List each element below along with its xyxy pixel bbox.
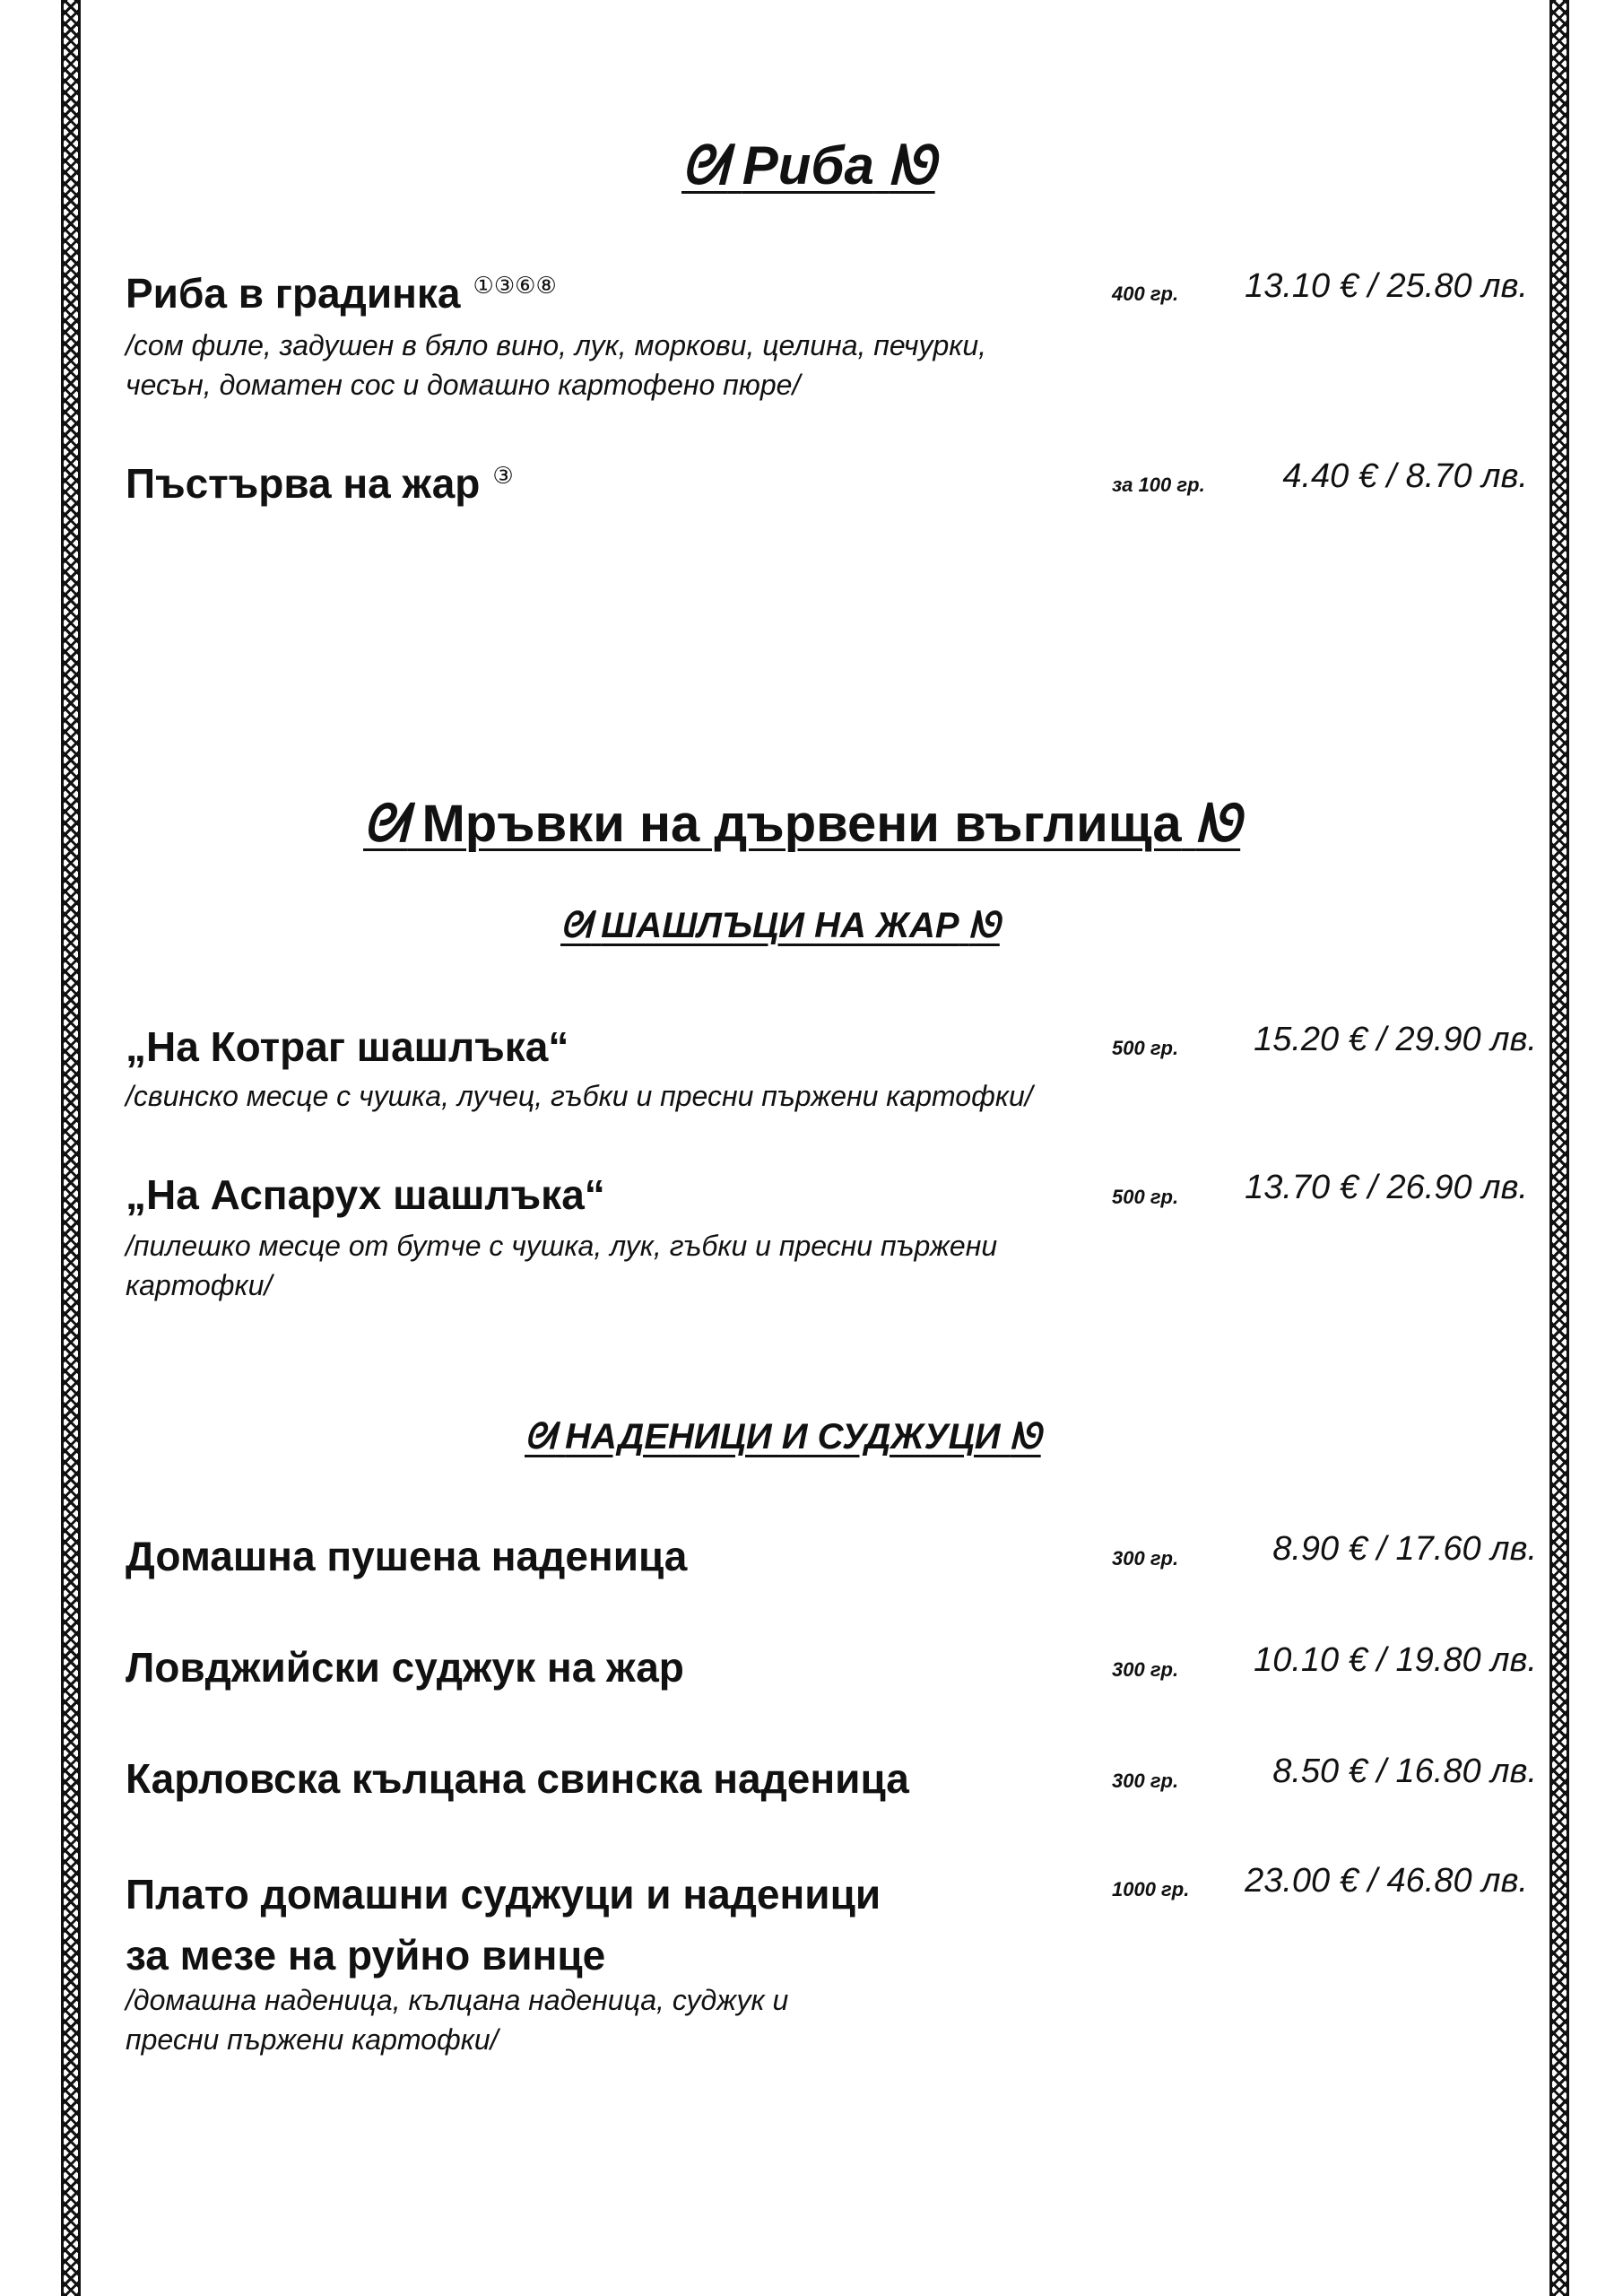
item-description (126, 1980, 788, 2059)
menu-item-name: Карловска кълцана свинска наденица (126, 1755, 909, 1802)
menu-item-name: „На Аспарух шашлъка“ (126, 1171, 605, 1218)
menu-item-name (126, 269, 557, 317)
allergen-icons: ③ (492, 462, 514, 490)
item-price: 4.40 € / 8.70 лв. (1282, 457, 1528, 495)
decorative-border-right (1549, 0, 1569, 2296)
section-title-fish (681, 135, 935, 197)
menu-item-name: Ловджийски суджук на жар (126, 1644, 684, 1691)
item-weight: за 100 гр. (1112, 474, 1205, 496)
decorative-border-left (61, 0, 81, 2296)
ornament-left-icon: ᘛ (681, 135, 728, 196)
allergen-icons: ①③⑥⑧ (473, 272, 557, 300)
item-name-line: за мезе на руйно винце (126, 1932, 606, 1979)
item-description (126, 1226, 997, 1305)
desc-line: картофки/ (126, 1269, 273, 1301)
section-title-fish-text: Риба (742, 135, 874, 196)
ornament-left-icon: ᘛ (560, 906, 592, 945)
desc-line: /пилешко месце от бутче с чушка, лук, гъбки и пресни пържени (126, 1230, 998, 1262)
ornament-right-icon: ᘚ (889, 135, 935, 196)
item-weight: 500 гр. (1112, 1186, 1179, 1208)
item-name-text: Пъстърва на жар (126, 460, 481, 507)
ornament-left-icon: ᘛ (363, 795, 408, 853)
ornament-right-icon: ᘚ (968, 906, 1000, 945)
item-price: 15.20 € / 29.90 лв. (1254, 1021, 1537, 1058)
item-description (126, 1076, 1033, 1116)
item-price: 13.70 € / 26.90 лв. (1245, 1169, 1528, 1206)
item-price: 13.10 € / 25.80 лв. (1245, 267, 1528, 305)
item-weight: 300 гр. (1112, 1658, 1179, 1681)
desc-line: чесън, доматен сос и домашно картофено пюре/ (126, 369, 801, 401)
ornament-right-icon: ᘚ (1010, 1417, 1041, 1457)
item-weight: 500 гр. (1112, 1037, 1179, 1059)
item-price: 10.10 € / 19.80 лв. (1254, 1641, 1537, 1679)
item-weight: 1000 гр. (1112, 1878, 1190, 1900)
item-weight: 400 гр. (1112, 283, 1179, 305)
item-description (126, 326, 986, 404)
menu-item-name: „На Котраг шашлъка“ (126, 1023, 569, 1070)
subsection-title-skewers-text: ШАШЛЪЦИ НА ЖАР (601, 906, 959, 945)
ornament-right-icon: ᘚ (1195, 795, 1241, 853)
menu-item-name (126, 1864, 881, 1986)
item-weight: 300 гр. (1112, 1547, 1179, 1570)
item-price: 23.00 € / 46.80 лв. (1245, 1862, 1528, 1900)
section-title-grill (363, 794, 1240, 855)
menu-item-name: Домашна пушена наденица (126, 1533, 688, 1579)
desc-line: /свинско месце с чушка, лучец, гъбки и пресни пържени картофки/ (126, 1080, 1033, 1112)
menu-item-name (126, 459, 514, 508)
item-price: 8.90 € / 17.60 лв. (1272, 1530, 1537, 1568)
ornament-left-icon: ᘛ (525, 1417, 556, 1457)
desc-line: пресни пържени картофки/ (126, 2023, 499, 2056)
desc-line: /домашна наденица, кълцана наденица, суджук и (126, 1984, 789, 2016)
section-title-grill-text: Мръвки на дървени въглища (421, 795, 1182, 853)
item-price: 8.50 € / 16.80 лв. (1272, 1752, 1537, 1790)
item-name-text: Риба в градинка (126, 270, 461, 317)
subsection-title-skewers (560, 906, 1000, 946)
subsection-title-sausages-text: НАДЕНИЦИ И СУДЖУЦИ (565, 1417, 1001, 1457)
item-name-line: Плато домашни суджуци и наденици (126, 1871, 881, 1918)
item-weight: 300 гр. (1112, 1770, 1179, 1792)
desc-line: /сом филе, задушен в бяло вино, лук, моркови, целина, печурки, (126, 329, 987, 361)
subsection-title-sausages (525, 1417, 1041, 1457)
